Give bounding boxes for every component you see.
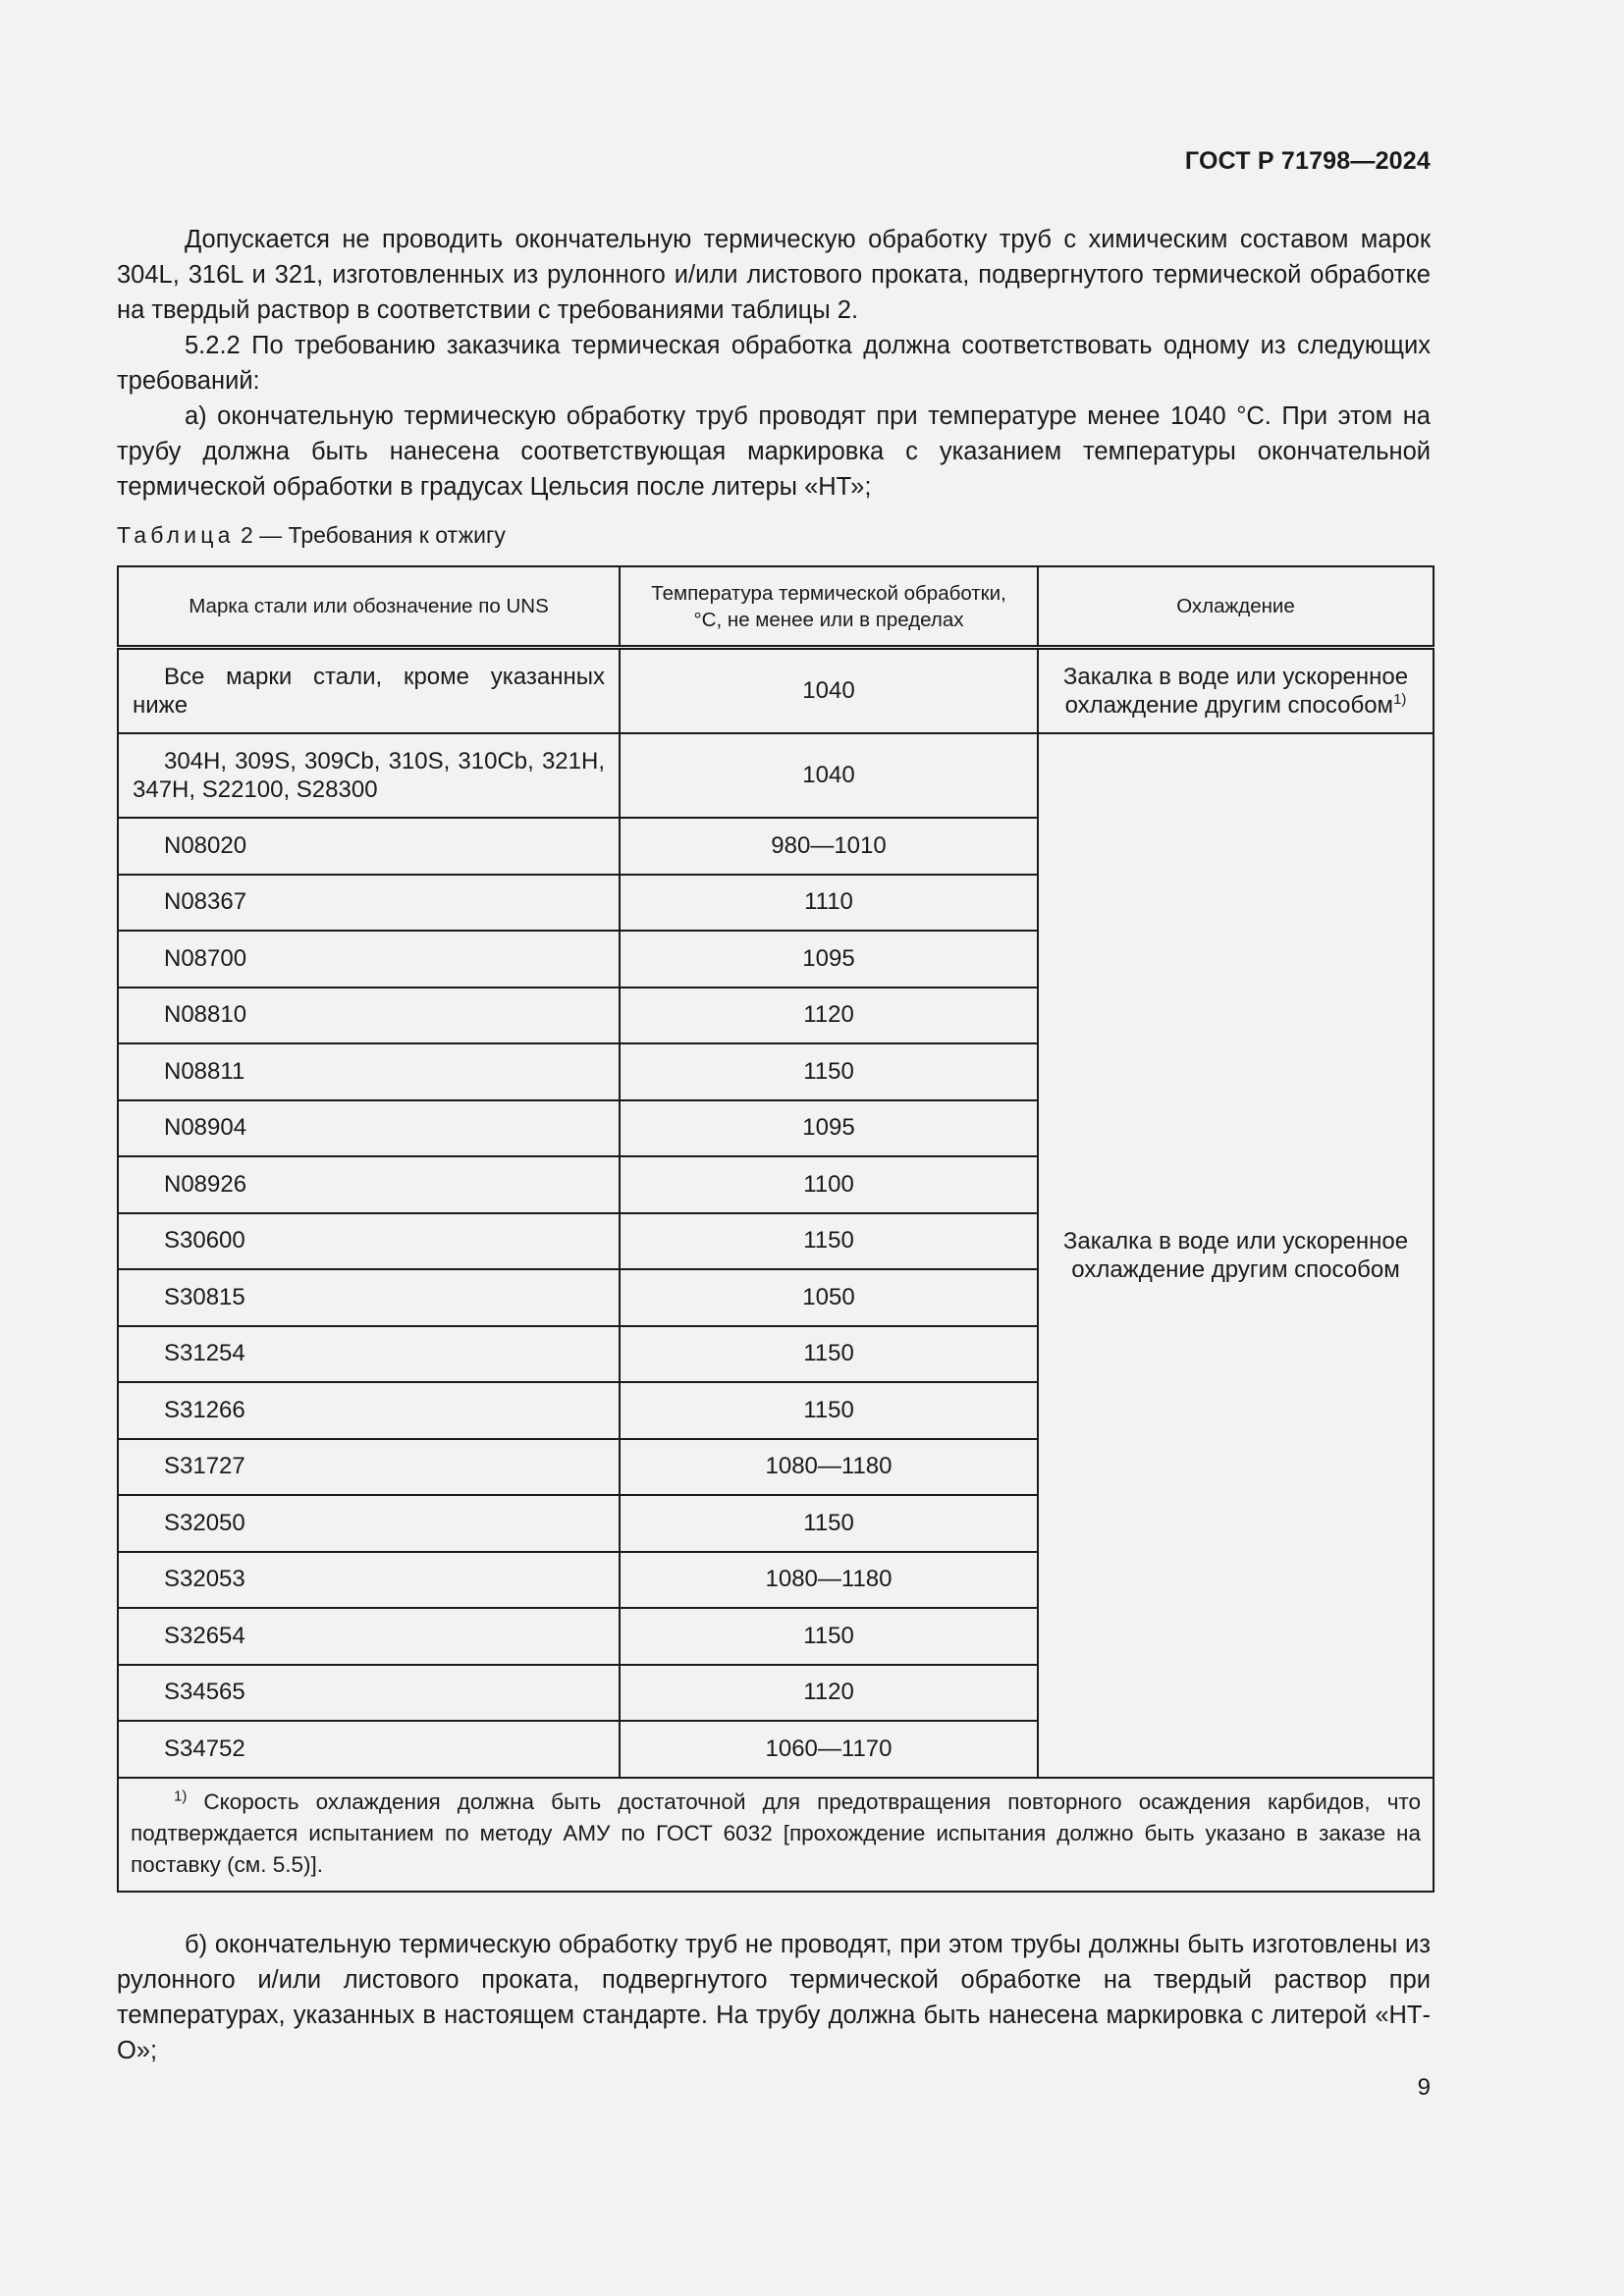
paragraph-4: б) окончательную термическую обработку труб не проводят, при этом трубы должны быть изготовлены из рулонного и/или листового проката, подвергнутого термической обработке на твердый раствор при температурах, указанных в настоящем стандарте. На трубу должна быть нанесена маркировка с литерой «НТ-О»;: [117, 1931, 1431, 2064]
header-grade: Марка стали или обозначение по UNS: [118, 566, 620, 648]
temperature-cell: 1050: [620, 1269, 1038, 1326]
table-footnote: [118, 1778, 1434, 1892]
grade-cell: S30600: [118, 1213, 620, 1270]
footnote-mark: 1): [174, 1788, 188, 1804]
body-text-top: [117, 222, 1431, 505]
grade-cell: S30815: [118, 1269, 620, 1326]
page-number: 9: [1417, 2074, 1431, 2101]
cooling-text: Закалка в воде или ускоренное охлаждение другим способом: [1062, 664, 1409, 719]
annealing-requirements-table: [117, 565, 1435, 1893]
grade-cell: S32654: [118, 1608, 620, 1665]
table-caption-title: 2 — Требования к отжигу: [240, 522, 506, 548]
temperature-cell: 1095: [620, 931, 1038, 988]
grade-cell: N08810: [118, 988, 620, 1044]
temperature-cell: 1080—1180: [620, 1552, 1038, 1609]
grade-cell: N08700: [118, 931, 620, 988]
temperature-cell: 1040: [620, 733, 1038, 818]
temperature-cell: 1150: [620, 1495, 1038, 1552]
grade-cell: S31727: [118, 1439, 620, 1496]
temperature-cell: 1040: [620, 648, 1038, 734]
paragraph-1: Допускается не проводить окончательную термическую обработку труб с химическим составом марок 304L, 316L и 321, изготовленных из рулонного и/или листового проката, подвергнутого термической обработке на твердый раствор в соответствии с требованиями таблицы 2.: [117, 226, 1431, 324]
table-caption: [117, 522, 506, 549]
table-row: [118, 733, 1434, 818]
grade-cell: S32053: [118, 1552, 620, 1609]
grade-cell: N08811: [118, 1043, 620, 1100]
grade-cell: N08020: [118, 818, 620, 875]
temperature-cell: 1150: [620, 1043, 1038, 1100]
temperature-cell: 1150: [620, 1213, 1038, 1270]
grade-cell: N08926: [118, 1156, 620, 1213]
temperature-cell: 1150: [620, 1382, 1038, 1439]
cooling-cell: [1038, 648, 1434, 734]
temperature-cell: 1095: [620, 1100, 1038, 1157]
temperature-cell: 980—1010: [620, 818, 1038, 875]
temperature-cell: 1100: [620, 1156, 1038, 1213]
table-header-row: [118, 566, 1434, 648]
table-caption-word: Таблица: [117, 522, 235, 548]
document-code: ГОСТ Р 71798—2024: [1184, 147, 1431, 175]
grade-cell: 304H, 309S, 309Cb, 310S, 310Cb, 321H, 347H, S22100, S28300: [118, 733, 620, 818]
body-text-bottom: [117, 1927, 1431, 2068]
header-temperature: Температура термической обработки, °С, не менее или в пределах: [620, 566, 1038, 648]
grade-cell: S32050: [118, 1495, 620, 1552]
merged-cooling-cell: Закалка в воде или ускоренное охлаждение другим способом: [1038, 733, 1434, 1778]
temperature-cell: 1120: [620, 1665, 1038, 1722]
grade-cell: N08367: [118, 875, 620, 932]
grade-cell: S31254: [118, 1326, 620, 1383]
grade-cell: S34565: [118, 1665, 620, 1722]
grade-cell: N08904: [118, 1100, 620, 1157]
header-cooling: Охлаждение: [1038, 566, 1434, 648]
temperature-cell: 1150: [620, 1326, 1038, 1383]
temperature-cell: 1120: [620, 988, 1038, 1044]
table-row: [118, 648, 1434, 734]
grade-cell: Все марки стали, кроме указанных ниже: [118, 648, 620, 734]
temperature-cell: 1060—1170: [620, 1721, 1038, 1778]
temperature-cell: 1080—1180: [620, 1439, 1038, 1496]
paragraph-3: а) окончательную термическую обработку труб проводят при температуре менее 1040 °С. При этом на трубу должна быть нанесена соответствующая маркировка с указанием температуры окончательной термической обработки в градусах Цельсия после литеры «НТ»;: [117, 402, 1431, 501]
footnote-text: Скорость охлаждения должна быть достаточной для предотвращения повторного осаждения карбидов, что подтверждается испытанием по методу АМУ по ГОСТ 6032 [прохождение испытания должно быть указано в заказе на поставку (см. 5.5)].: [131, 1789, 1421, 1877]
footnote-mark: 1): [1393, 691, 1407, 708]
grade-cell: S34752: [118, 1721, 620, 1778]
paragraph-2: 5.2.2 По требованию заказчика термическая обработка должна соответствовать одному из следующих требований:: [117, 332, 1431, 395]
temperature-cell: 1110: [620, 875, 1038, 932]
table-footnote-row: [118, 1778, 1434, 1892]
grade-cell: S31266: [118, 1382, 620, 1439]
temperature-cell: 1150: [620, 1608, 1038, 1665]
